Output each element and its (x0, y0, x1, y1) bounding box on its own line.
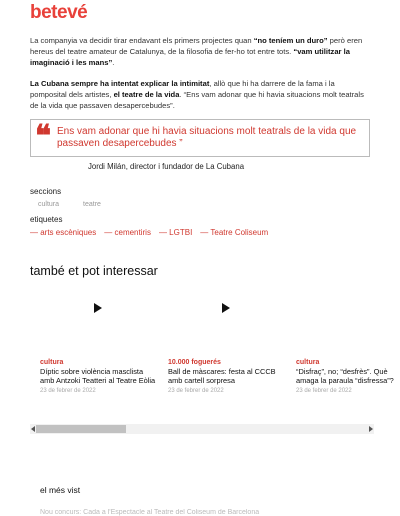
card-media[interactable] (40, 296, 158, 356)
etiquetes-list (30, 228, 268, 237)
bold-span: “vam utilitzar la imaginació i les mans” (30, 47, 350, 67)
bold-span: “no teníem un duro” (253, 36, 328, 45)
card-category[interactable]: cultura (296, 359, 320, 366)
card-date: 23 de febrer de 2022 (40, 388, 96, 394)
text-span: , allò que hi ha darrere de la fama i la pomposital dels artistes, (30, 79, 335, 99)
seccions-title: seccions (30, 187, 62, 196)
tag-link-arts-esceniques[interactable]: — arts escèniques (30, 228, 97, 237)
seccio-link-teatre[interactable]: teatre (83, 201, 101, 208)
card-media[interactable] (168, 296, 286, 356)
scroll-right-arrow-icon[interactable] (369, 426, 373, 432)
bold-span: La Cubana sempre ha intentat explicar la intimitat (30, 79, 210, 88)
pull-quote (30, 119, 370, 157)
text-span: . (112, 58, 115, 67)
article-paragraph-1 (30, 35, 370, 68)
related-card[interactable] (40, 296, 158, 394)
tag-link-teatre-coliseum[interactable]: — Teatre Coliseum (200, 228, 269, 237)
card-category[interactable]: cultura (40, 359, 64, 366)
card-title[interactable]: Ball de màscares: festa al CCCB amb cartell sorpresa (168, 367, 276, 385)
betevé-logo[interactable]: betevé (30, 2, 88, 23)
quote-text: Ens vam adonar que hi havia situacions molt teatrals de la vida que passaven desapercebudes ” (57, 126, 357, 149)
seccio-link-cultura[interactable]: cultura (38, 201, 60, 208)
play-icon[interactable] (94, 303, 102, 313)
text-span: però eren hereus del teatre amateur de Catalunya, de la filosofia de fer-ho tot entre tots. (30, 36, 363, 56)
scrollbar-thumb[interactable] (36, 425, 126, 433)
tag-link-lgtbi[interactable]: — LGTBI (158, 228, 193, 237)
tag-link-cementiris[interactable]: — cementiris (104, 228, 151, 237)
most-viewed-preview[interactable]: Nou concurs: Cada a l'Espectacle al Teatre del Coliseum de Barcelona (40, 509, 260, 516)
play-icon[interactable] (222, 303, 230, 313)
card-date: 23 de febrer de 2022 (296, 388, 352, 394)
quote-mark-icon: ❝ (35, 119, 52, 154)
related-card[interactable] (296, 296, 396, 394)
text-span: . “Ens vam adonar que hi havia situacions molt teatrals de la vida que passaven desapercebudes”. (30, 90, 364, 110)
quote-author: Jordi Milán, director i fundador de La Cubana (88, 162, 245, 171)
card-title[interactable]: “Disfraç”, no; “desfrès”. Què amaga la paraula “disfressa”? (296, 367, 394, 385)
card-title[interactable]: Díptic sobre violència masclista amb Antzoki Teatteri al Teatre Eòlia (40, 367, 156, 385)
carousel-scrollbar[interactable] (30, 424, 374, 434)
card-date: 23 de febrer de 2022 (168, 388, 224, 394)
most-viewed-title: el més vist (40, 485, 81, 495)
scroll-left-arrow-icon[interactable] (31, 426, 35, 432)
bold-span: el teatre de la vida (113, 90, 180, 99)
card-category[interactable]: 10.000 foguerés (168, 359, 221, 366)
related-card[interactable] (168, 296, 286, 394)
seccions-list (30, 201, 101, 208)
text-span: La companyia va decidir tirar endavant els primers projectes quan (30, 36, 254, 45)
article-paragraph-2 (30, 78, 370, 111)
etiquetes-title: etiquetes (30, 215, 63, 224)
related-section-title: també et pot interessar (30, 264, 158, 278)
card-media[interactable] (296, 296, 396, 356)
